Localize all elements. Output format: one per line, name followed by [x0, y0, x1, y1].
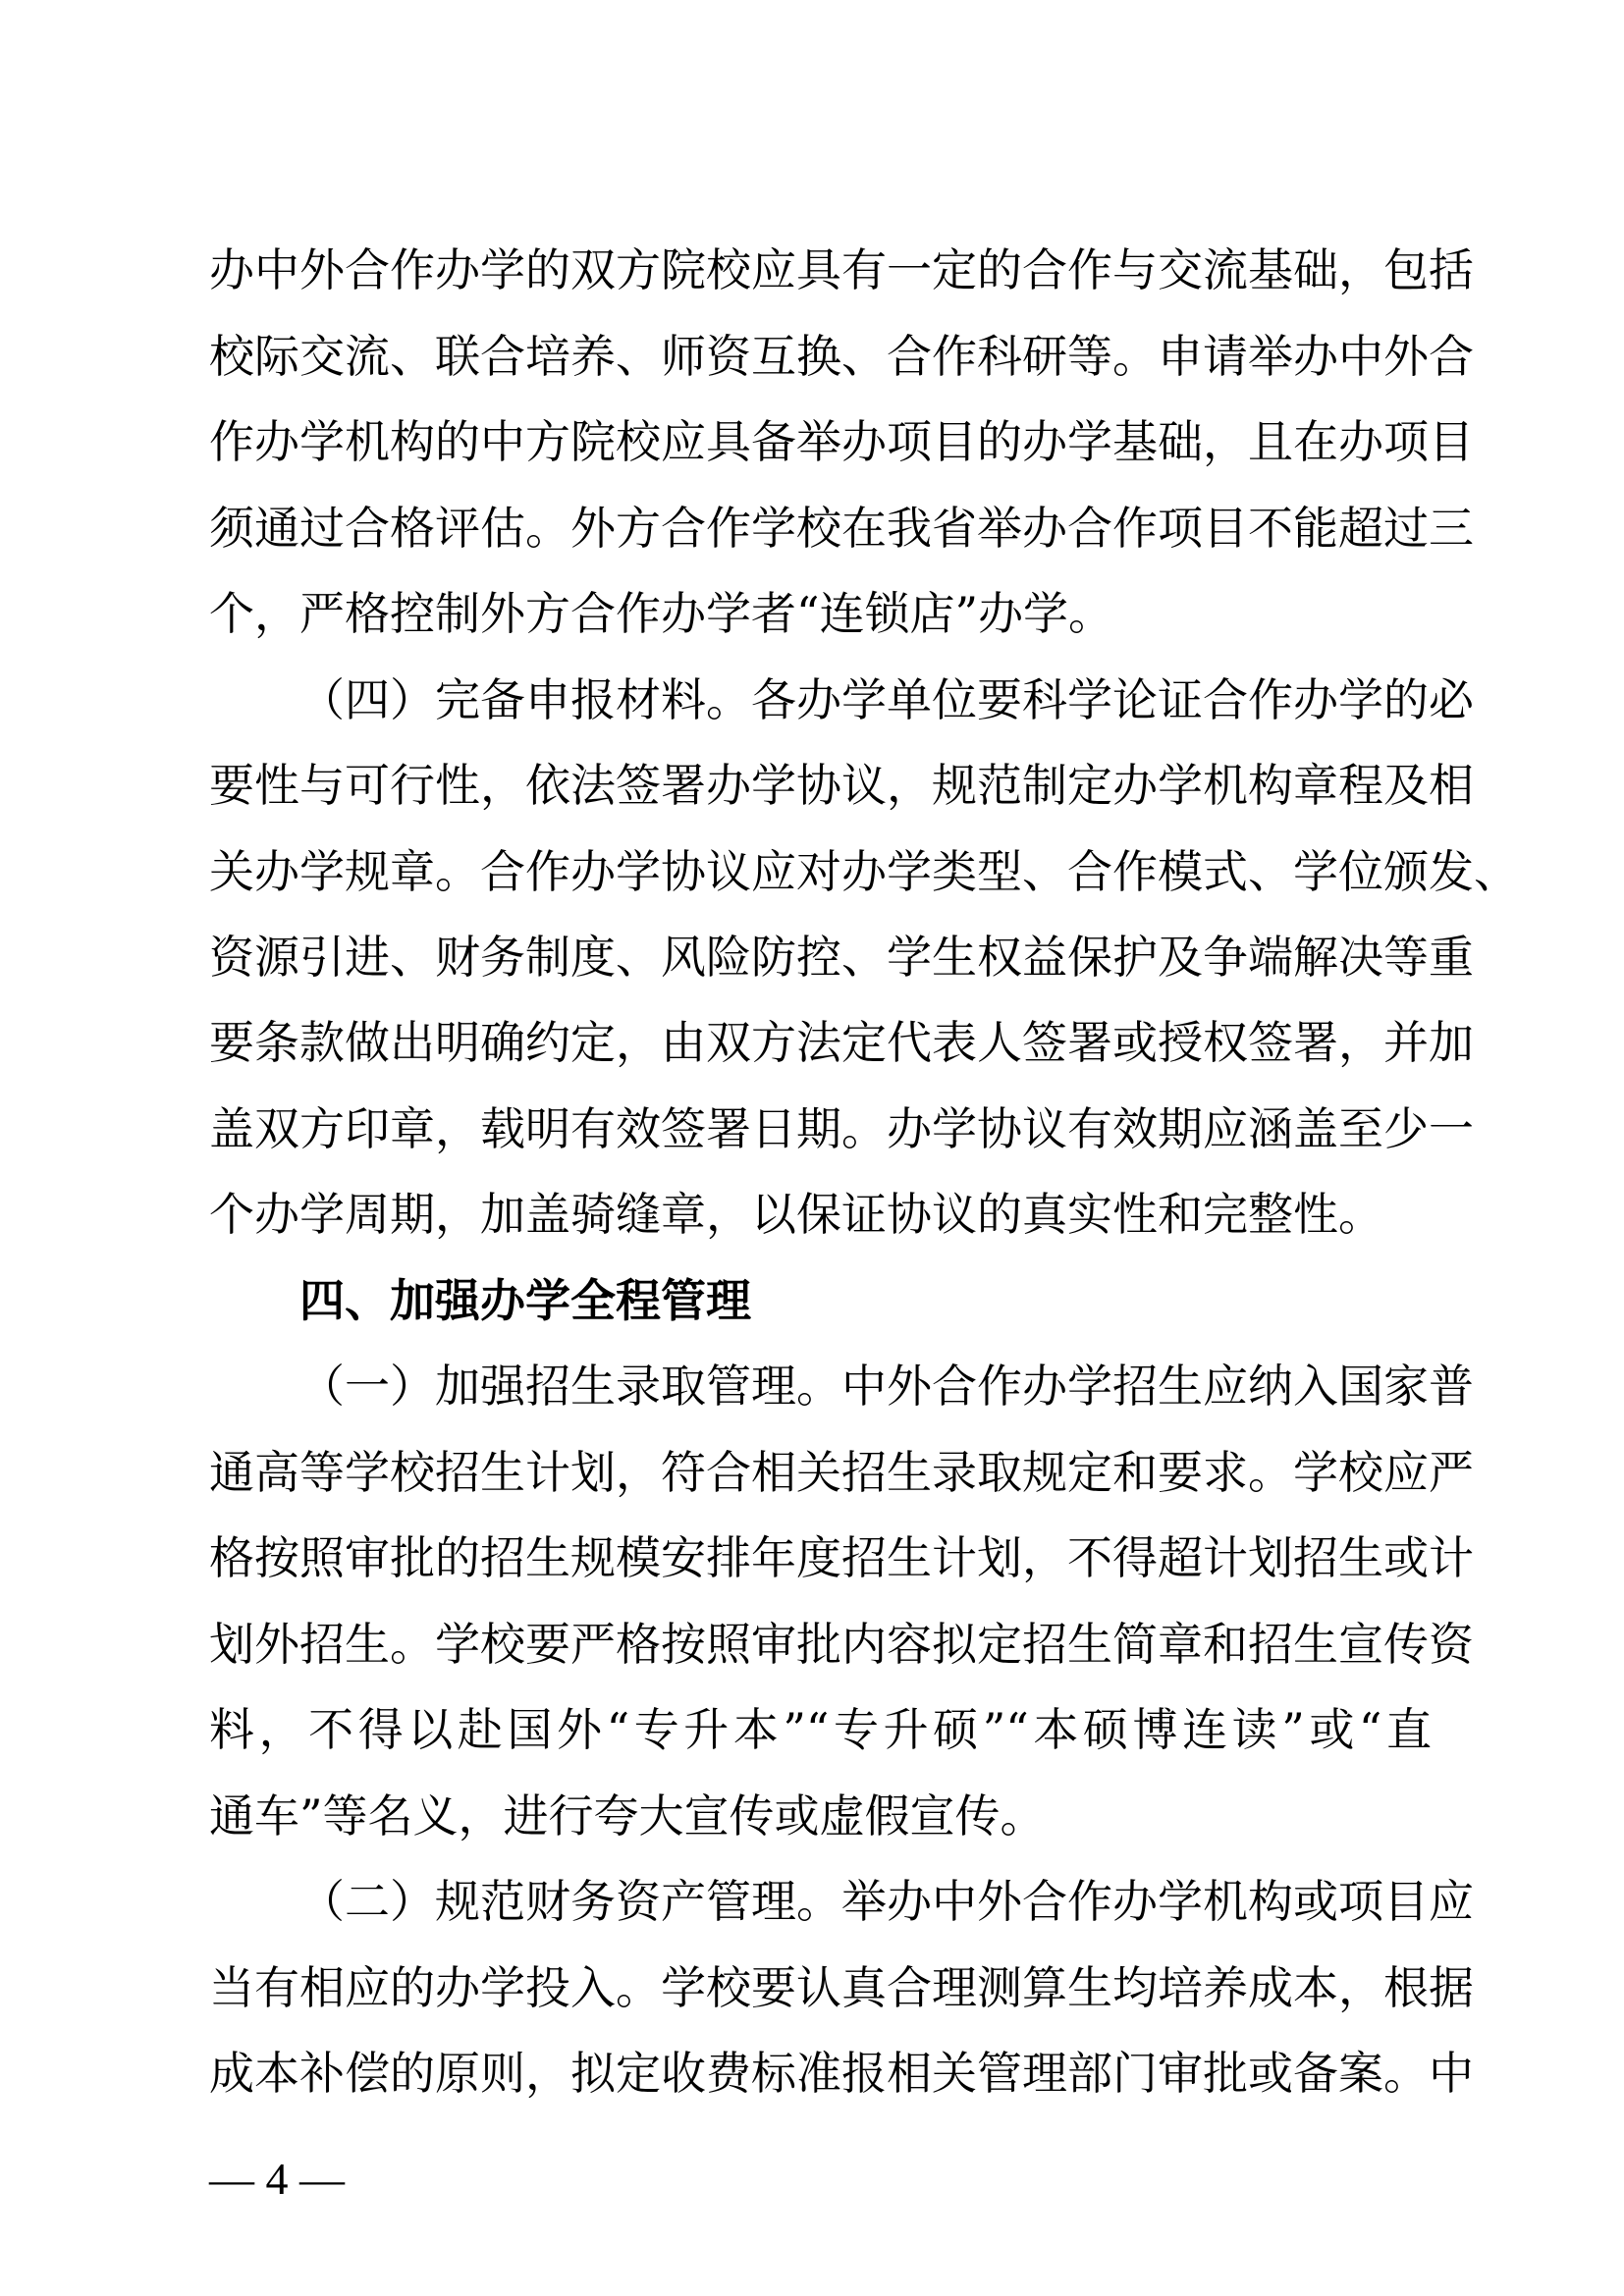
paragraph-line: （二）规范财务资产管理。举办中外合作办学机构或项目应 — [299, 1875, 1474, 1928]
section-heading: 四、加强办学全程管理 — [299, 1274, 751, 1327]
paragraph-line: 通车”等名义，进行夸大宣传或虚假宣传。 — [209, 1789, 1046, 1842]
paragraph-line: 盖双方印章，载明有效签署日期。办学协议有效期应涵盖至少一 — [209, 1102, 1474, 1155]
paragraph-line: 当有相应的办学投入。学校要认真合理测算生均培养成本，根据 — [209, 1961, 1474, 2014]
paragraph-line: 个，严格控制外方合作办学者“连锁店”办学。 — [209, 587, 1114, 640]
paragraph-line: （四）完备申报材料。各办学单位要科学论证合作办学的必 — [299, 673, 1474, 726]
page-number: — 4 — — [209, 2154, 345, 2204]
paragraph-line: 作办学机构的中方院校应具备举办项目的办学基础，且在办项目 — [209, 415, 1474, 468]
paragraph-line: 个办学周期，加盖骑缝章，以保证协议的真实性和完整性。 — [209, 1188, 1383, 1241]
paragraph-line: 要条款做出明确约定，由双方法定代表人签署或授权签署，并加 — [209, 1016, 1474, 1069]
paragraph-line: 要性与可行性，依法签署办学协议，规范制定办学机构章程及相 — [209, 759, 1474, 812]
paragraph-line: 划外招生。学校要严格按照审批内容拟定招生简章和招生宣传资 — [209, 1618, 1474, 1671]
paragraph-line: 须通过合格评估。外方合作学校在我省举办合作项目不能超过三 — [209, 502, 1474, 555]
paragraph-line: 成本补偿的原则，拟定收费标准报相关管理部门审批或备案。中 — [209, 2047, 1474, 2100]
paragraph-line: （一）加强招生录取管理。中外合作办学招生应纳入国家普 — [299, 1360, 1474, 1413]
paragraph-line: 办中外合作办学的双方院校应具有一定的合作与交流基础，包括 — [209, 243, 1474, 296]
paragraph-line: 格按照审批的招生规模安排年度招生计划，不得超计划招生或计 — [209, 1531, 1474, 1584]
paragraph-line: 校际交流、联合培养、师资互换、合作科研等。申请举办中外合 — [209, 330, 1474, 383]
paragraph-line: 关办学规章。合作办学协议应对办学类型、合作模式、学位颁发、 — [209, 845, 1519, 898]
paragraph-line: 料，不得以赴国外“专升本”“专升硕”“本硕博连读”或“直 — [209, 1703, 1432, 1756]
paragraph-line: 资源引进、财务制度、风险防控、学生权益保护及争端解决等重 — [209, 931, 1474, 984]
paragraph-line: 通高等学校招生计划，符合相关招生录取规定和要求。学校应严 — [209, 1446, 1474, 1499]
